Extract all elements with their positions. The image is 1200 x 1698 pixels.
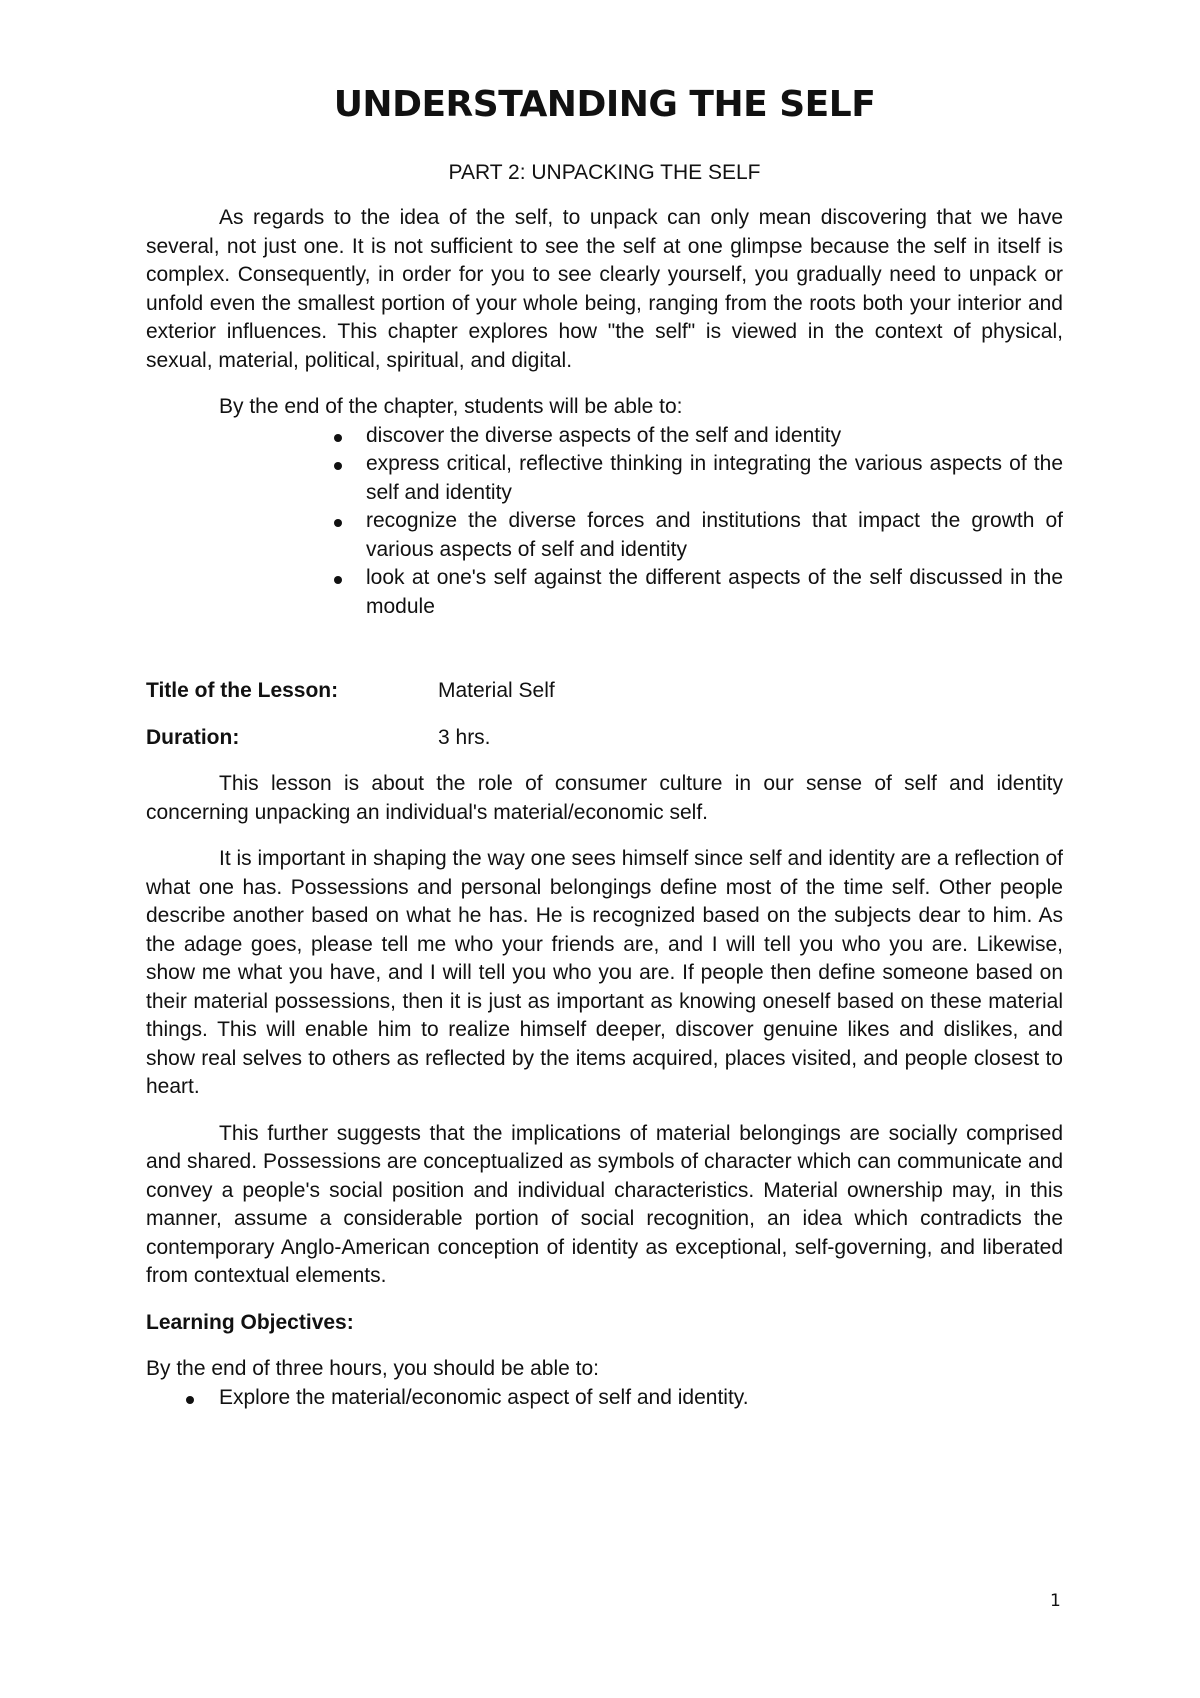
bullet-icon <box>334 576 342 584</box>
page-number: 1 <box>1050 1591 1061 1611</box>
intro-paragraph: As regards to the idea of the self, to unpack can only mean discovering that we have several, not just one. It is not sufficient to see the self at one glimpse because the self in itself is complex. Consequently, in order for you to see clearly yourself, you gradually need to unpack or unfold even the smallest portion of your whole being, ranging from the roots both your interior and exterior influences. This chapter explores how "the self" is viewed in the context of physical, sexual, material, political, spiritual, and digital. <box>146 206 1063 372</box>
list-item-text: look at one's self against the different aspects of the self discussed in the module <box>366 566 1063 618</box>
lesson-title-value: Material Self <box>438 679 555 702</box>
chapter-goals-list <box>146 422 1063 622</box>
bullet-icon <box>186 1396 194 1404</box>
learning-objectives-heading: Learning Objectives: <box>146 1310 354 1334</box>
list-item <box>219 1384 1063 1413</box>
learning-objectives-lead: By the end of three hours, you should be able to: <box>146 1357 599 1380</box>
document-title: UNDERSTANDING THE SELF <box>333 84 876 125</box>
list-item-text: Explore the material/economic aspect of self and identity. <box>219 1385 749 1409</box>
lesson-duration-label: Duration: <box>146 725 240 749</box>
lesson-duration-value: 3 hrs. <box>438 725 491 749</box>
page-content <box>146 78 1063 1412</box>
list-item <box>366 507 1063 564</box>
list-item <box>366 564 1063 621</box>
bullet-icon <box>334 462 342 470</box>
lesson-paragraph-3: This further suggests that the implications of material belongings are socially comprised and shared. Possessions are conceptualized as symbols of character which can communicate and convey a people's social position and individual characteristics. Material ownership may, in this manner, assume a considerable portion of social recognition, an idea which contradicts the contemporary Anglo-American conception of identity as exceptional, self-governing, and liberated from contextual elements. <box>146 1121 1063 1287</box>
list-item <box>366 422 1063 451</box>
list-item-text: discover the diverse aspects of the self and identity <box>366 423 842 447</box>
part-subtitle: PART 2: UNPACKING THE SELF <box>448 161 761 184</box>
lesson-duration-row <box>146 724 1063 753</box>
lesson-paragraph-1: This lesson is about the role of consumer culture in our sense of self and identity concerning unpacking an individual's material/economic self. <box>146 772 1063 824</box>
list-item-text: express critical, reflective thinking in integrating the various aspects of the self and identity <box>366 452 1063 504</box>
lesson-title-row <box>146 677 1063 706</box>
bullet-icon <box>334 519 342 527</box>
lesson-paragraph-2: It is important in shaping the way one sees himself since self and identity are a reflection of what one has. Possessions and personal belongings define most of the time self. Other people describe another based on what he has. He is recognized based on the subjects dear to him. As the adage goes, please tell me who your friends are, and I will tell you who you are. Likewise, show me what you have, and I will tell you who you are. If people then define someone based on their material possessions, then it is just as important as knowing oneself based on these material things. This will enable him to realize himself deeper, discover genuine likes and dislikes, and show real selves to others as reflected by the items acquired, places visited, and people closest to heart. <box>146 847 1063 1098</box>
list-item <box>366 450 1063 507</box>
list-item-text: recognize the diverse forces and institutions that impact the growth of various aspects of self and identity <box>366 509 1063 561</box>
learning-objectives-list <box>146 1384 1063 1413</box>
bullet-icon <box>334 434 342 442</box>
lesson-title-label: Title of the Lesson: <box>146 679 339 702</box>
chapter-goals-lead: By the end of the chapter, students will be able to: <box>219 395 683 418</box>
